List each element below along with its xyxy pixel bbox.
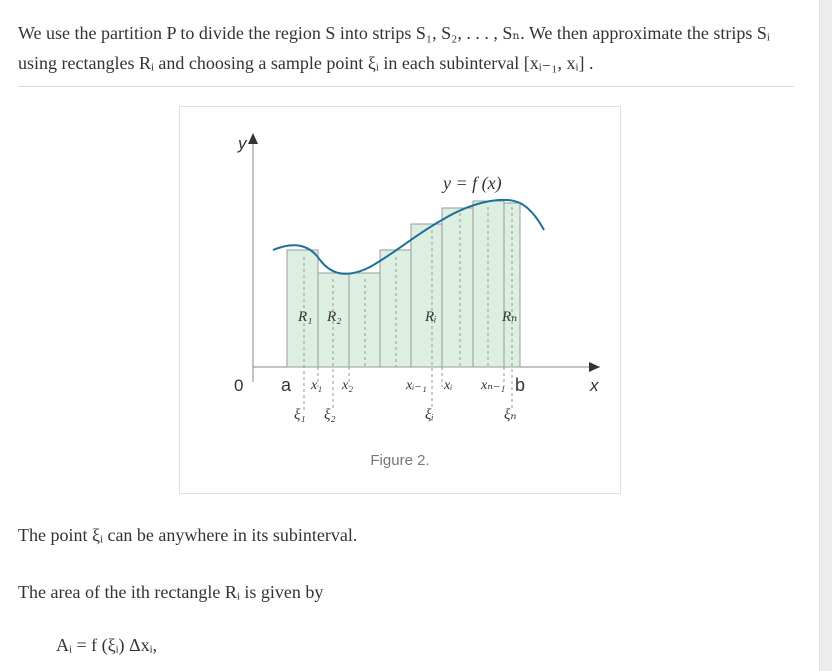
figure-caption: Figure 2. [370, 452, 430, 469]
rect-5 [411, 224, 442, 367]
label-x1: x₁ [311, 378, 323, 393]
area-note-paragraph: The area of the ith rectangle Rᵢ is given by [18, 582, 324, 602]
label-b: b [515, 375, 526, 395]
riemann-rectangles-diagram [180, 107, 620, 493]
scrollbar[interactable] [819, 0, 832, 671]
label-xin: ξₙ [504, 407, 517, 423]
rectangles [287, 201, 520, 367]
x-axis-arrow [589, 362, 600, 372]
point-note-paragraph: The point ξᵢ can be anywhere in its subinterval. [18, 525, 358, 545]
label-a: a [281, 375, 292, 395]
y-axis-label: y [238, 134, 247, 153]
label-xi1: ξ₁ [294, 407, 306, 423]
intro-paragraph: We use the partition P to divide the region S into strips S₁, S₂, . . . , Sₙ. We then approximate the strips Sᵢ using rectangles Rᵢ and choosing a sample point ξᵢ in each subinterval [xᵢ₋₁, xᵢ] . [18, 23, 770, 73]
label-Ri: Rᵢ [425, 309, 437, 325]
label-Rn: Rₙ [502, 309, 518, 325]
label-xii: ξᵢ [425, 407, 434, 423]
label-R1: R₁ [298, 309, 313, 325]
origin-label: 0 [234, 376, 244, 395]
label-xi: xᵢ [444, 378, 453, 393]
label-xi2: ξ₂ [324, 407, 336, 423]
curve-label: y = f (x) [443, 173, 502, 193]
rect-6 [442, 208, 473, 367]
y-axis-arrow [248, 133, 258, 144]
divider [18, 86, 794, 87]
label-xnm1: xₙ₋₁ [481, 378, 506, 393]
label-xim1: xᵢ₋₁ [406, 378, 427, 393]
label-x2: x₂ [342, 378, 354, 393]
label-R2: R₂ [327, 309, 342, 325]
x-axis-label: x [590, 376, 599, 395]
figure-2 [179, 106, 621, 494]
area-formula: Aᵢ = f (ξᵢ) Δxᵢ, [56, 635, 158, 655]
